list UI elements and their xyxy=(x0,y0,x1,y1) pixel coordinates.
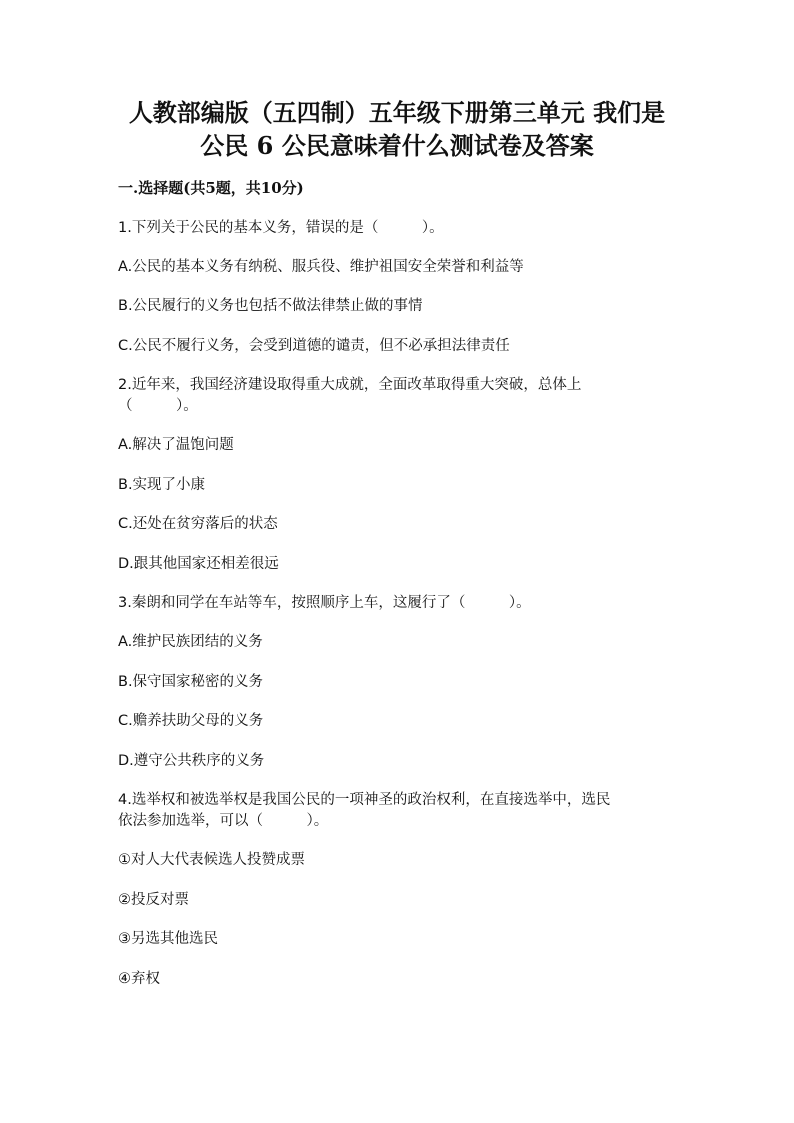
question-4-stem-line-1: 4.选举权和被选举权是我国公民的一项神圣的政治权利，在直接选举中，选民 xyxy=(118,792,611,808)
question-4-item-1: ①对人大代表候选人投赞成票 xyxy=(118,852,305,868)
question-4-item-4: ④弃权 xyxy=(118,971,160,987)
question-1-stem: 1.下列关于公民的基本义务，错误的是（ ）。 xyxy=(118,220,444,236)
question-3-option-d: D.遵守公共秩序的义务 xyxy=(118,753,265,769)
question-4-stem-line-2: 依法参加选举，可以（ ）。 xyxy=(118,813,329,829)
document-title-line-2: 公民 6 公民意味着什么测试卷及答案 xyxy=(200,131,594,160)
question-4-item-2: ②投反对票 xyxy=(118,892,189,908)
question-3-option-b: B.保守国家秘密的义务 xyxy=(118,674,264,690)
document-title-line-1: 人教部编版（五四制）五年级下册第三单元 我们是 xyxy=(128,98,666,127)
question-1-option-c: C.公民不履行义务，会受到道德的谴责，但不必承担法律责任 xyxy=(118,338,510,354)
question-2-option-b: B.实现了小康 xyxy=(118,477,206,493)
question-2-option-d: D.跟其他国家还相差很远 xyxy=(118,556,279,572)
question-2-stem-line-1: 2.近年来，我国经济建设取得重大成就，全面改革取得重大突破，总体上 xyxy=(118,377,582,393)
question-3-option-a: A.维护民族团结的义务 xyxy=(118,634,263,650)
question-2-option-a: A.解决了温饱问题 xyxy=(118,437,234,453)
question-3-stem: 3.秦朗和同学在车站等车，按照顺序上车，这履行了（ ）。 xyxy=(118,595,531,611)
question-1-option-a: A.公民的基本义务有纳税、服兵役、维护祖国安全荣誉和利益等 xyxy=(118,259,524,275)
question-3-option-c: C.赡养扶助父母的义务 xyxy=(118,713,264,729)
section-heading: 一.选择题(共5题，共10分) xyxy=(118,179,304,197)
question-4-item-3: ③另选其他选民 xyxy=(118,931,218,947)
question-1-option-b: B.公民履行的义务也包括不做法律禁止做的事情 xyxy=(118,298,423,314)
question-2-option-c: C.还处在贫穷落后的状态 xyxy=(118,516,278,532)
question-2-stem-line-2: （ ）。 xyxy=(118,398,198,414)
